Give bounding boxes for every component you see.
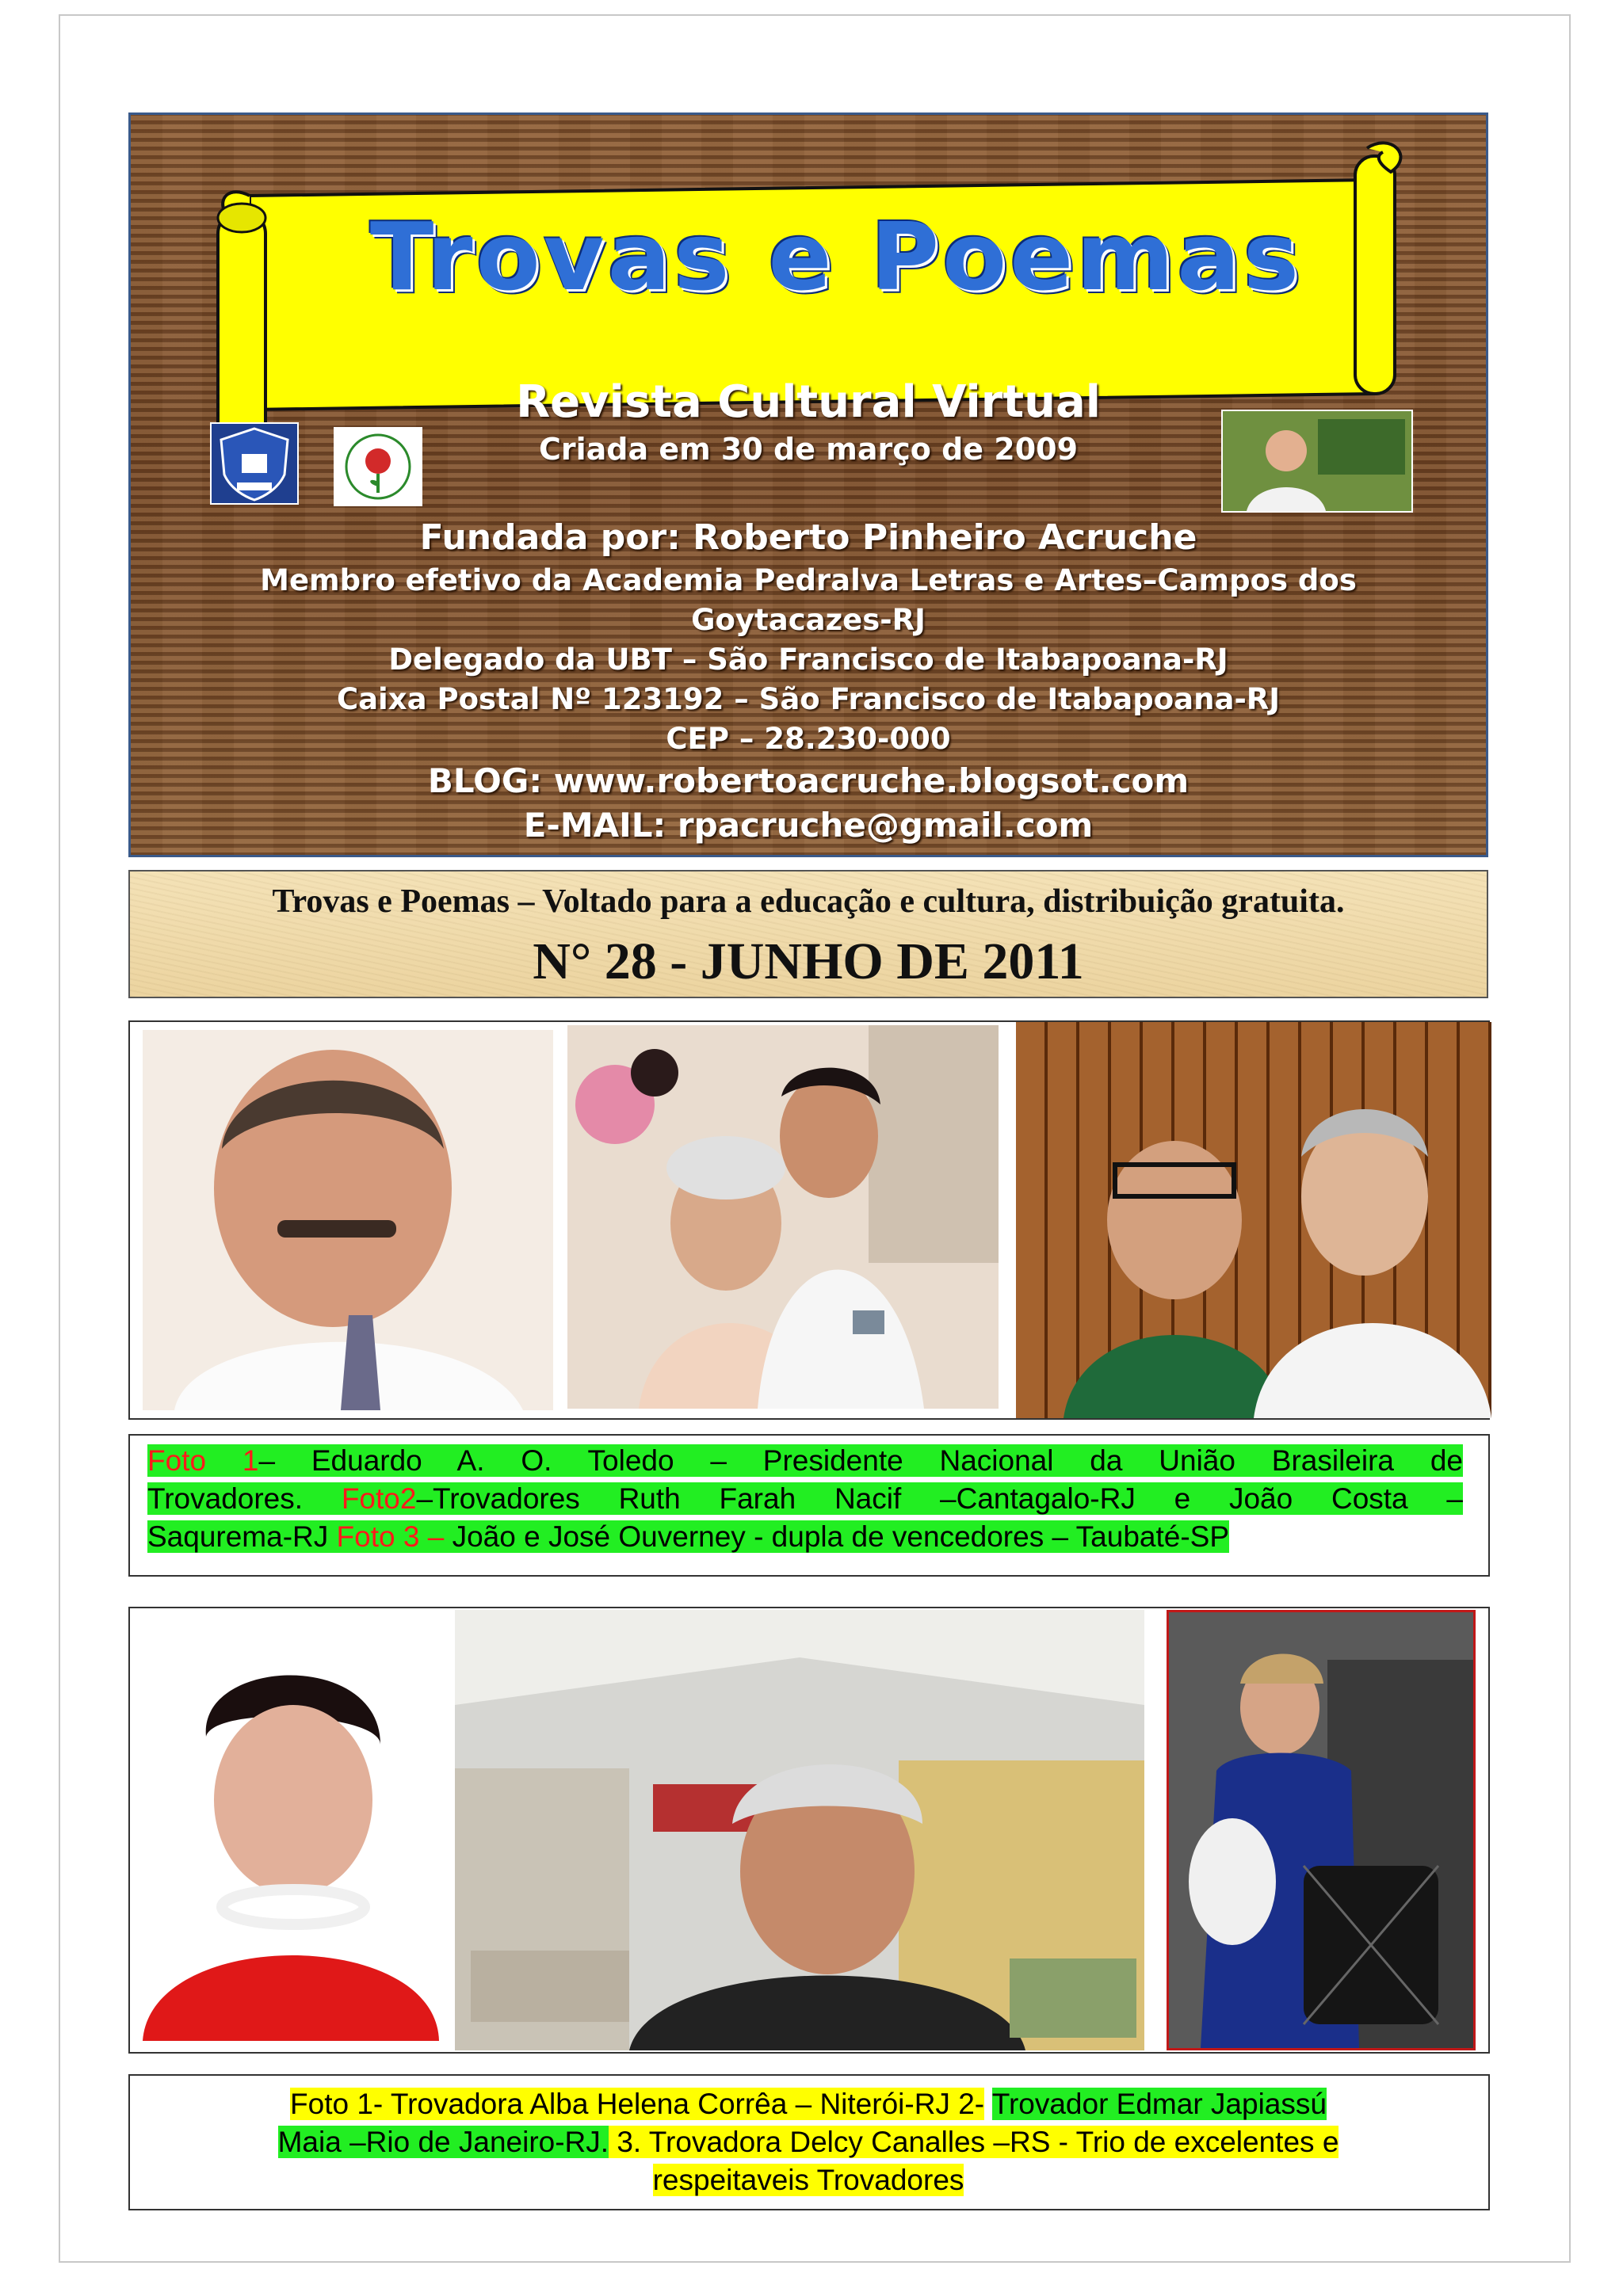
tagline: Trovas e Poemas – Voltado para a educação e cultura, distribuição gratuita. (272, 883, 1345, 920)
foto2-label: Foto2 (341, 1482, 417, 1515)
postbox-line: Caixa Postal Nº 123192 – São Francisco de Itabapoana-RJ (336, 682, 1281, 716)
caption2-part3b: respeitaveis Trovadores (652, 2164, 964, 2196)
member-line-2: Goytacazes-RJ (691, 603, 926, 637)
foto3-label: Foto 3 – (336, 1520, 445, 1553)
foto1-label: Foto 1 (147, 1444, 259, 1477)
member-line-1: Membro efetivo da Academia Pedralva Letras e Artes–Campos dos (260, 563, 1357, 597)
foto2-description: –Trovadores Ruth Farah Nacif –Cantagalo-RJ e João Costa – (416, 1482, 1463, 1515)
issue-number: N° 28 - JUNHO DE 2011 (533, 933, 1084, 990)
founder-line: Fundada por: Roberto Pinheiro Acruche (419, 517, 1197, 558)
header-banner (128, 113, 1488, 857)
caption-1-text (147, 1442, 1463, 1556)
photo-edmar-japiassu (455, 1610, 1144, 2050)
photo-row-2 (128, 1607, 1490, 2054)
banner-created-date: Criada em 30 de março de 2009 (538, 432, 1079, 467)
foto1-description: – Eduardo A. O. Toledo – Presidente Nacional da União Brasileira de (258, 1444, 1463, 1477)
caption1-line3-a: Saqurema-RJ (147, 1520, 337, 1553)
magazine-title: Trovas e Poemas (369, 202, 1303, 311)
email-link[interactable]: E-MAIL: rpacruche@gmail.com (523, 806, 1094, 845)
blog-link[interactable]: BLOG: www.robertoacruche.blogsot.com (427, 761, 1190, 800)
photo-delcy-canalles (1167, 1610, 1476, 2050)
shield-icon (215, 425, 294, 502)
photo-alba-helena (143, 1618, 439, 2041)
photo-ruth-joao-costa (567, 1025, 999, 1409)
issue-info-box (128, 870, 1488, 998)
photo-row-1 (128, 1020, 1490, 1420)
caption1-line2-a: Trovadores. (147, 1482, 342, 1515)
caption2-part2a: Trovador Edmar Japiassú (991, 2088, 1327, 2120)
caption2-part1: Foto 1- Trovadora Alba Helena Corrêa – Niterói-RJ 2- (290, 2088, 985, 2120)
cep-line: CEP – 28.230-000 (666, 722, 951, 756)
founder-photo (1221, 410, 1413, 513)
banner-subtitle: Revista Cultural Virtual (516, 376, 1101, 428)
photo-joao-jose-ouverney (1016, 1022, 1491, 1418)
caption2-part2b: Maia –Rio de Janeiro-RJ. (277, 2126, 609, 2158)
founder-photo-image (1223, 411, 1411, 511)
delegate-line: Delegado da UBT – São Francisco de Itabapoana-RJ (388, 643, 1228, 677)
rose-icon (342, 431, 414, 502)
photo-eduardo-toledo (143, 1030, 553, 1410)
caption-2-text (143, 2085, 1474, 2199)
foto3-description: João e José Ouverney - dupla de vencedores – Taubaté-SP (444, 1520, 1230, 1553)
rose-logo (334, 427, 422, 506)
caption2-part3a: 3. Trovadora Delcy Canalles –RS - Trio de excelentes e (609, 2126, 1339, 2158)
academia-logo (210, 422, 299, 505)
